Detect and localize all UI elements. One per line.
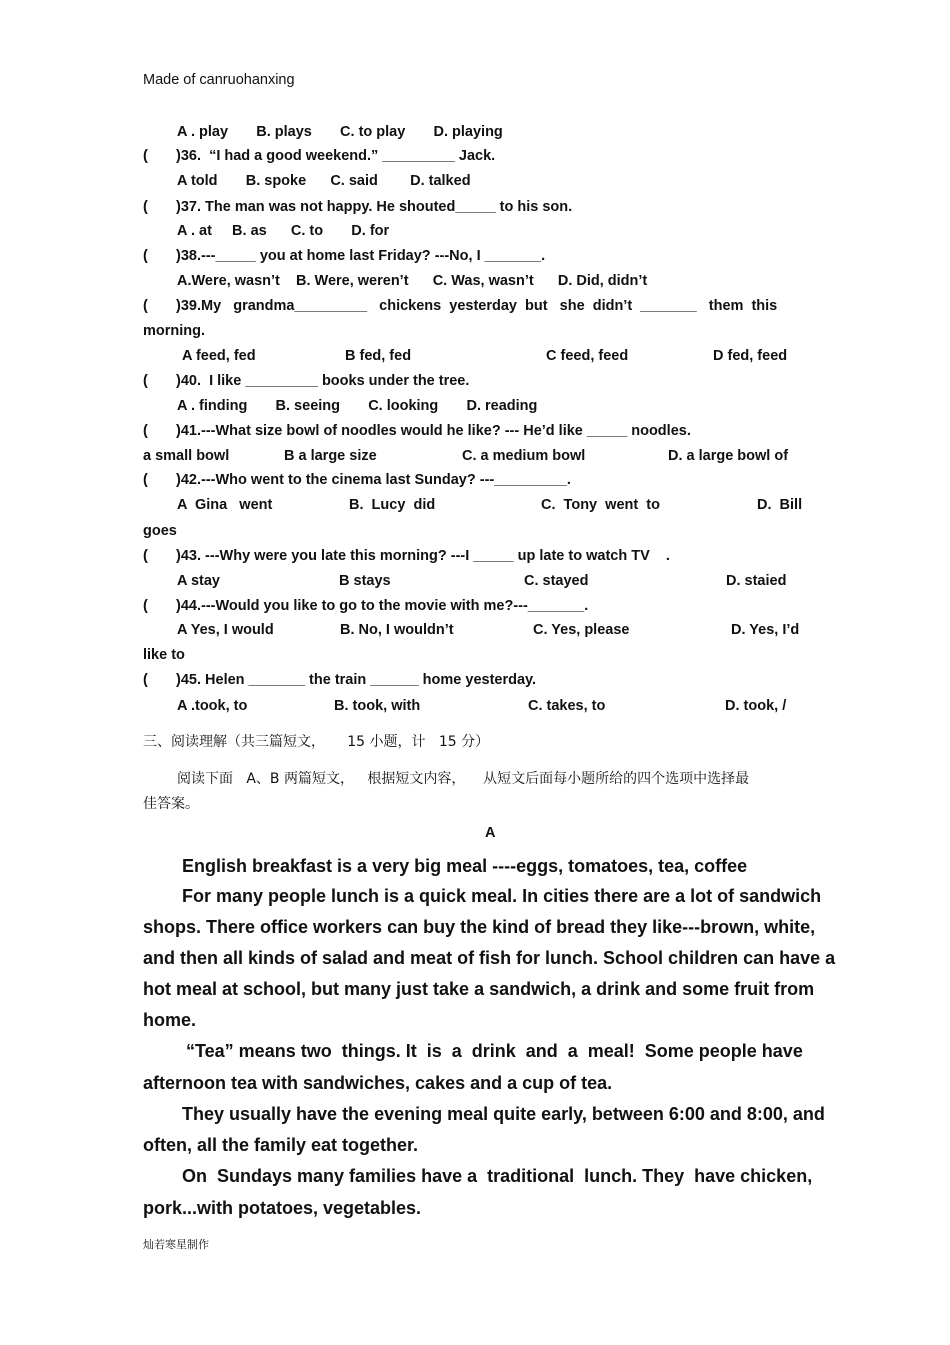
passage-line: “Tea” means two things. It is a drink and a meal! Some people have xyxy=(186,1041,803,1061)
question-line: ( )43. ---Why were you late this morning? ---I _____ up late to watch TV . xyxy=(143,548,670,564)
question-line: B. Lucy did xyxy=(349,497,436,513)
passage-line: and then all kinds of salad and meat of fish for lunch. School children can have a xyxy=(143,948,836,968)
question-line: B. No, I wouldn’t xyxy=(340,622,454,638)
question-line: C feed, feed xyxy=(546,348,629,364)
question-line: ( )38.---_____ you at home last Friday? ---No, I _______. xyxy=(143,248,546,264)
question-line: C. a medium bowl xyxy=(462,448,586,464)
question-line: a small bowl xyxy=(143,448,230,464)
question-line: B. took, with xyxy=(334,698,421,714)
question-line: C. Tony went to xyxy=(541,497,660,513)
question-line: ( )37. The man was not happy. He shouted_____ to his son. xyxy=(143,199,573,215)
passage-line: They usually have the evening meal quite early, between 6:00 and 8:00, and xyxy=(182,1104,825,1124)
question-line: like to xyxy=(143,647,185,663)
passage-line: English breakfast is a very big meal ----eggs, tomatoes, tea, coffee xyxy=(182,856,748,876)
question-line: C. stayed xyxy=(524,573,589,589)
question-line: B a large size xyxy=(284,448,377,464)
page-header: Made of canruohanxing xyxy=(143,72,295,88)
question-line: ( )44.---Would you like to go to the movie with me?---_______. xyxy=(143,598,589,614)
question-line: D. took, / xyxy=(725,698,787,714)
question-line: goes xyxy=(143,523,177,539)
section-title: 三、阅读理解（共三篇短文， 15 小题，计 15 分） xyxy=(143,734,490,750)
passage-line: pork...with potatoes, vegetables. xyxy=(143,1198,422,1218)
question-line: C. takes, to xyxy=(528,698,606,714)
question-line: A told B. spoke C. said D. talked xyxy=(177,173,471,189)
question-line: A . at B. as C. to D. for xyxy=(177,223,390,239)
question-line: morning. xyxy=(143,323,206,339)
question-line: D fed, feed xyxy=(713,348,788,364)
question-line: A . play B. plays C. to play D. playing xyxy=(177,124,503,140)
passage-line: On Sundays many families have a traditional lunch. They have chicken, xyxy=(182,1166,813,1186)
question-line: D. Yes, I’d xyxy=(731,622,800,638)
section-instruction: 阅读下面 A、B 两篇短文， 根据短文内容， 从短文后面每小题所给的四个选项中选择最 xyxy=(177,771,750,787)
question-line: A.Were, wasn’t B. Were, weren’t C. Was, wasn’t D. Did, didn’t xyxy=(177,273,648,289)
question-line: A Yes, I would xyxy=(177,622,274,638)
question-line: D. staied xyxy=(726,573,787,589)
page-footer: 灿若寒星制作 xyxy=(143,1238,209,1251)
passage-label: A xyxy=(485,825,496,841)
question-line: D. Bill xyxy=(757,497,803,513)
passage-line: For many people lunch is a quick meal. In cities there are a lot of sandwich xyxy=(182,886,822,906)
passage-line: often, all the family eat together. xyxy=(143,1135,419,1155)
question-line: B stays xyxy=(339,573,391,589)
question-line: A . finding B. seeing C. looking D. reading xyxy=(177,398,538,414)
question-line: C. Yes, please xyxy=(533,622,630,638)
question-line: D. a large bowl of xyxy=(668,448,789,464)
passage-line: home. xyxy=(143,1010,197,1030)
question-line: ( )36. “I had a good weekend.” _________ Jack. xyxy=(143,148,496,164)
passage-line: hot meal at school, but many just take a sandwich, a drink and some fruit from xyxy=(143,979,815,999)
question-line: ( )41.---What size bowl of noodles would he like? --- He’d like _____ noodles. xyxy=(143,423,691,439)
question-line: A Gina went xyxy=(177,497,273,513)
question-line: ( )42.---Who went to the cinema last Sunday? ---_________. xyxy=(143,472,571,488)
question-line: B fed, fed xyxy=(345,348,412,364)
question-line: ( )40. I like _________ books under the tree. xyxy=(143,373,470,389)
question-line: ( )45. Helen _______ the train ______ home yesterday. xyxy=(143,672,537,688)
passage-line: afternoon tea with sandwiches, cakes and a cup of tea. xyxy=(143,1073,613,1093)
section-instruction-continued: 佳答案。 xyxy=(143,796,199,812)
question-line: ( )39.My grandma_________ chickens yesterday but she didn’t _______ them this xyxy=(143,298,778,314)
question-line: A stay xyxy=(177,573,220,589)
question-line: A feed, fed xyxy=(182,348,256,364)
question-line: A .took, to xyxy=(177,698,248,714)
passage-line: shops. There office workers can buy the kind of bread they like---brown, white, xyxy=(143,917,816,937)
